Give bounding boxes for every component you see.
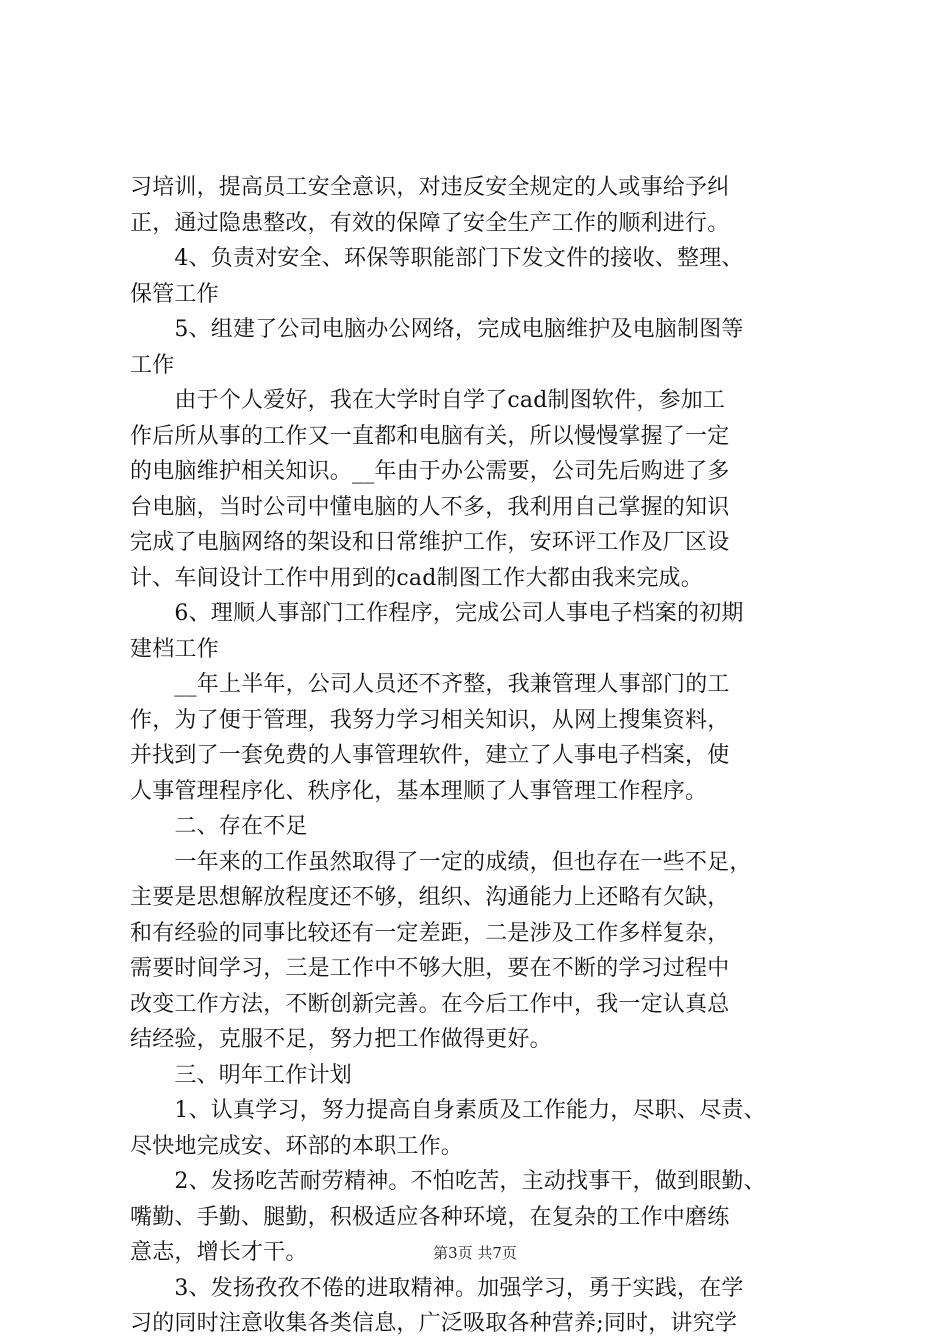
text-line: 工作	[130, 352, 175, 378]
text-line: 保管工作	[130, 281, 219, 307]
text-line: 主要是思想解放程度还不够，组织、沟通能力上还略有欠缺，	[130, 885, 730, 910]
page-number-footer: 第3页 共7页	[433, 1244, 517, 1262]
text-line: 作后所从事的工作又一直都和电脑有关，所以慢慢掌握了一定	[130, 423, 730, 449]
text-line: 需要时间学习，三是工作中不够大胆，要在不断的学习过程中	[130, 956, 730, 981]
text-line: 嘴勤、手勤、腿勤，积极适应各种环境，在复杂的工作中磨练	[130, 1204, 730, 1230]
text-line: 6、理顺人事部门工作程序，完成公司人事电子档案的初期	[130, 601, 744, 626]
text-line: 正，通过隐患整改，有效的保障了安全生产工作的顺利进行。	[130, 210, 730, 236]
text-line: 完成了电脑网络的架设和日常维护工作，安环评工作及厂区设	[130, 530, 730, 555]
text-line: __年上半年，公司人员还不齐整，我兼管理人事部门的工	[130, 672, 730, 697]
text-line: 一年来的工作虽然取得了一定的成绩，但也存在一些不足，	[130, 849, 752, 875]
text-line: 建档工作	[130, 636, 219, 662]
text-line: 并找到了一套免费的人事管理软件，建立了人事电子档案，使	[130, 743, 730, 768]
text-line: 的电脑维护相关知识。__年由于办公需要，公司先后购进了多	[130, 459, 730, 484]
section-heading: 二、存在不足	[130, 814, 308, 839]
text-line: 4、负责对安全、环保等职能部门下发文件的接收、整理、	[130, 246, 744, 271]
text-line: 由于个人爱好，我在大学时自学了cad制图软件，参加工	[130, 388, 726, 413]
text-line: 5、组建了公司电脑办公网络，完成电脑维护及电脑制图等	[130, 317, 744, 342]
text-line: 台电脑，当时公司中懂电脑的人不多，我利用自己掌握的知识	[130, 494, 730, 520]
text-line: 人事管理程序化、秩序化，基本理顺了人事管理工作程序。	[130, 778, 708, 804]
text-line: 习培训，提高员工安全意识，对违反安全规定的人或事给予纠	[130, 175, 730, 200]
text-line: 意志，增长才干。	[130, 1240, 308, 1265]
text-line: 作，为了便于管理，我努力学习相关知识，从网上搜集资料，	[130, 707, 730, 733]
text-line: 结经验，克服不足，努力把工作做得更好。	[130, 1027, 552, 1052]
text-line: 和有经验的同事比较还有一定差距，二是涉及工作多样复杂，	[130, 920, 730, 946]
text-line: 改变工作方法，不断创新完善。在今后工作中，我一定认真总	[130, 991, 730, 1017]
text-line: 习的同时注意收集各类信息，广泛吸取各种营养;同时，讲究学	[130, 1311, 738, 1336]
section-heading: 三、明年工作计划	[130, 1062, 353, 1088]
document-body	[130, 170, 830, 1342]
text-line: 尽快地完成安、环部的本职工作。	[130, 1133, 464, 1159]
text-line: 3、发扬孜孜不倦的进取精神。加强学习，勇于实践，在学	[130, 1275, 744, 1301]
text-line: 2、发扬吃苦耐劳精神。不怕吃苦，主动找事干，做到眼勤、	[130, 1169, 766, 1194]
text-line: 计、车间设计工作中用到的cad制图工作大都由我来完成。	[130, 565, 703, 591]
text-line: 1、认真学习，努力提高自身素质及工作能力，尽职、尽责、	[130, 1098, 766, 1123]
